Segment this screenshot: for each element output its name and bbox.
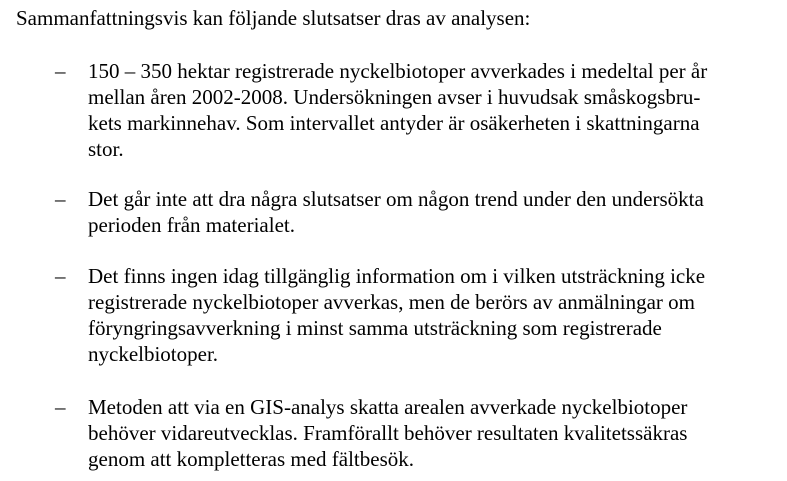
text-line: Det går inte att dra några slutsatser om någon trend under den undersökta [88,187,704,211]
text-line: registrerade nyckelbiotoper avverkas, men de berörs av anmälningar om [88,290,696,314]
text-line: perioden från materialet. [88,213,295,237]
text-line: behöver vidareutvecklas. Framförallt behöver resultaten kvalitetssäkras [88,421,688,445]
text-line: 150 – 350 hektar registrerade nyckelbiotoper avverkades i medeltal per år [88,59,708,83]
text-line: genom att kompletteras med fältbesök. [88,447,414,471]
text-line: kets markinnehav. Som intervallet antyder är osäkerheten i skattningarna [88,111,700,135]
conclusion-text [88,263,778,367]
text-line: Det finns ingen idag tillgänglig information om i vilken utsträckning icke [88,264,706,288]
text-line: nyckelbiotoper. [88,342,219,366]
bullet-dash: – [55,59,66,83]
text-line: stor. [88,137,124,161]
bullet-dash: – [55,187,66,211]
intro-paragraph: Sammanfattningsvis kan följande slutsatser dras av analysen: [16,6,531,30]
text-line: Metoden att via en GIS-analys skatta arealen avverkade nyckelbiotoper [88,395,688,419]
text-line: mellan åren 2002-2008. Undersökningen avser i huvudsak småskogsbru- [88,85,701,109]
bullet-dash: – [55,264,66,288]
conclusion-text [88,58,778,162]
conclusion-text [88,186,778,238]
conclusion-text [88,394,778,472]
text-line: föryngringsavverkning i minst samma utsträckning som registrerade [88,316,662,340]
bullet-dash: – [55,395,66,419]
